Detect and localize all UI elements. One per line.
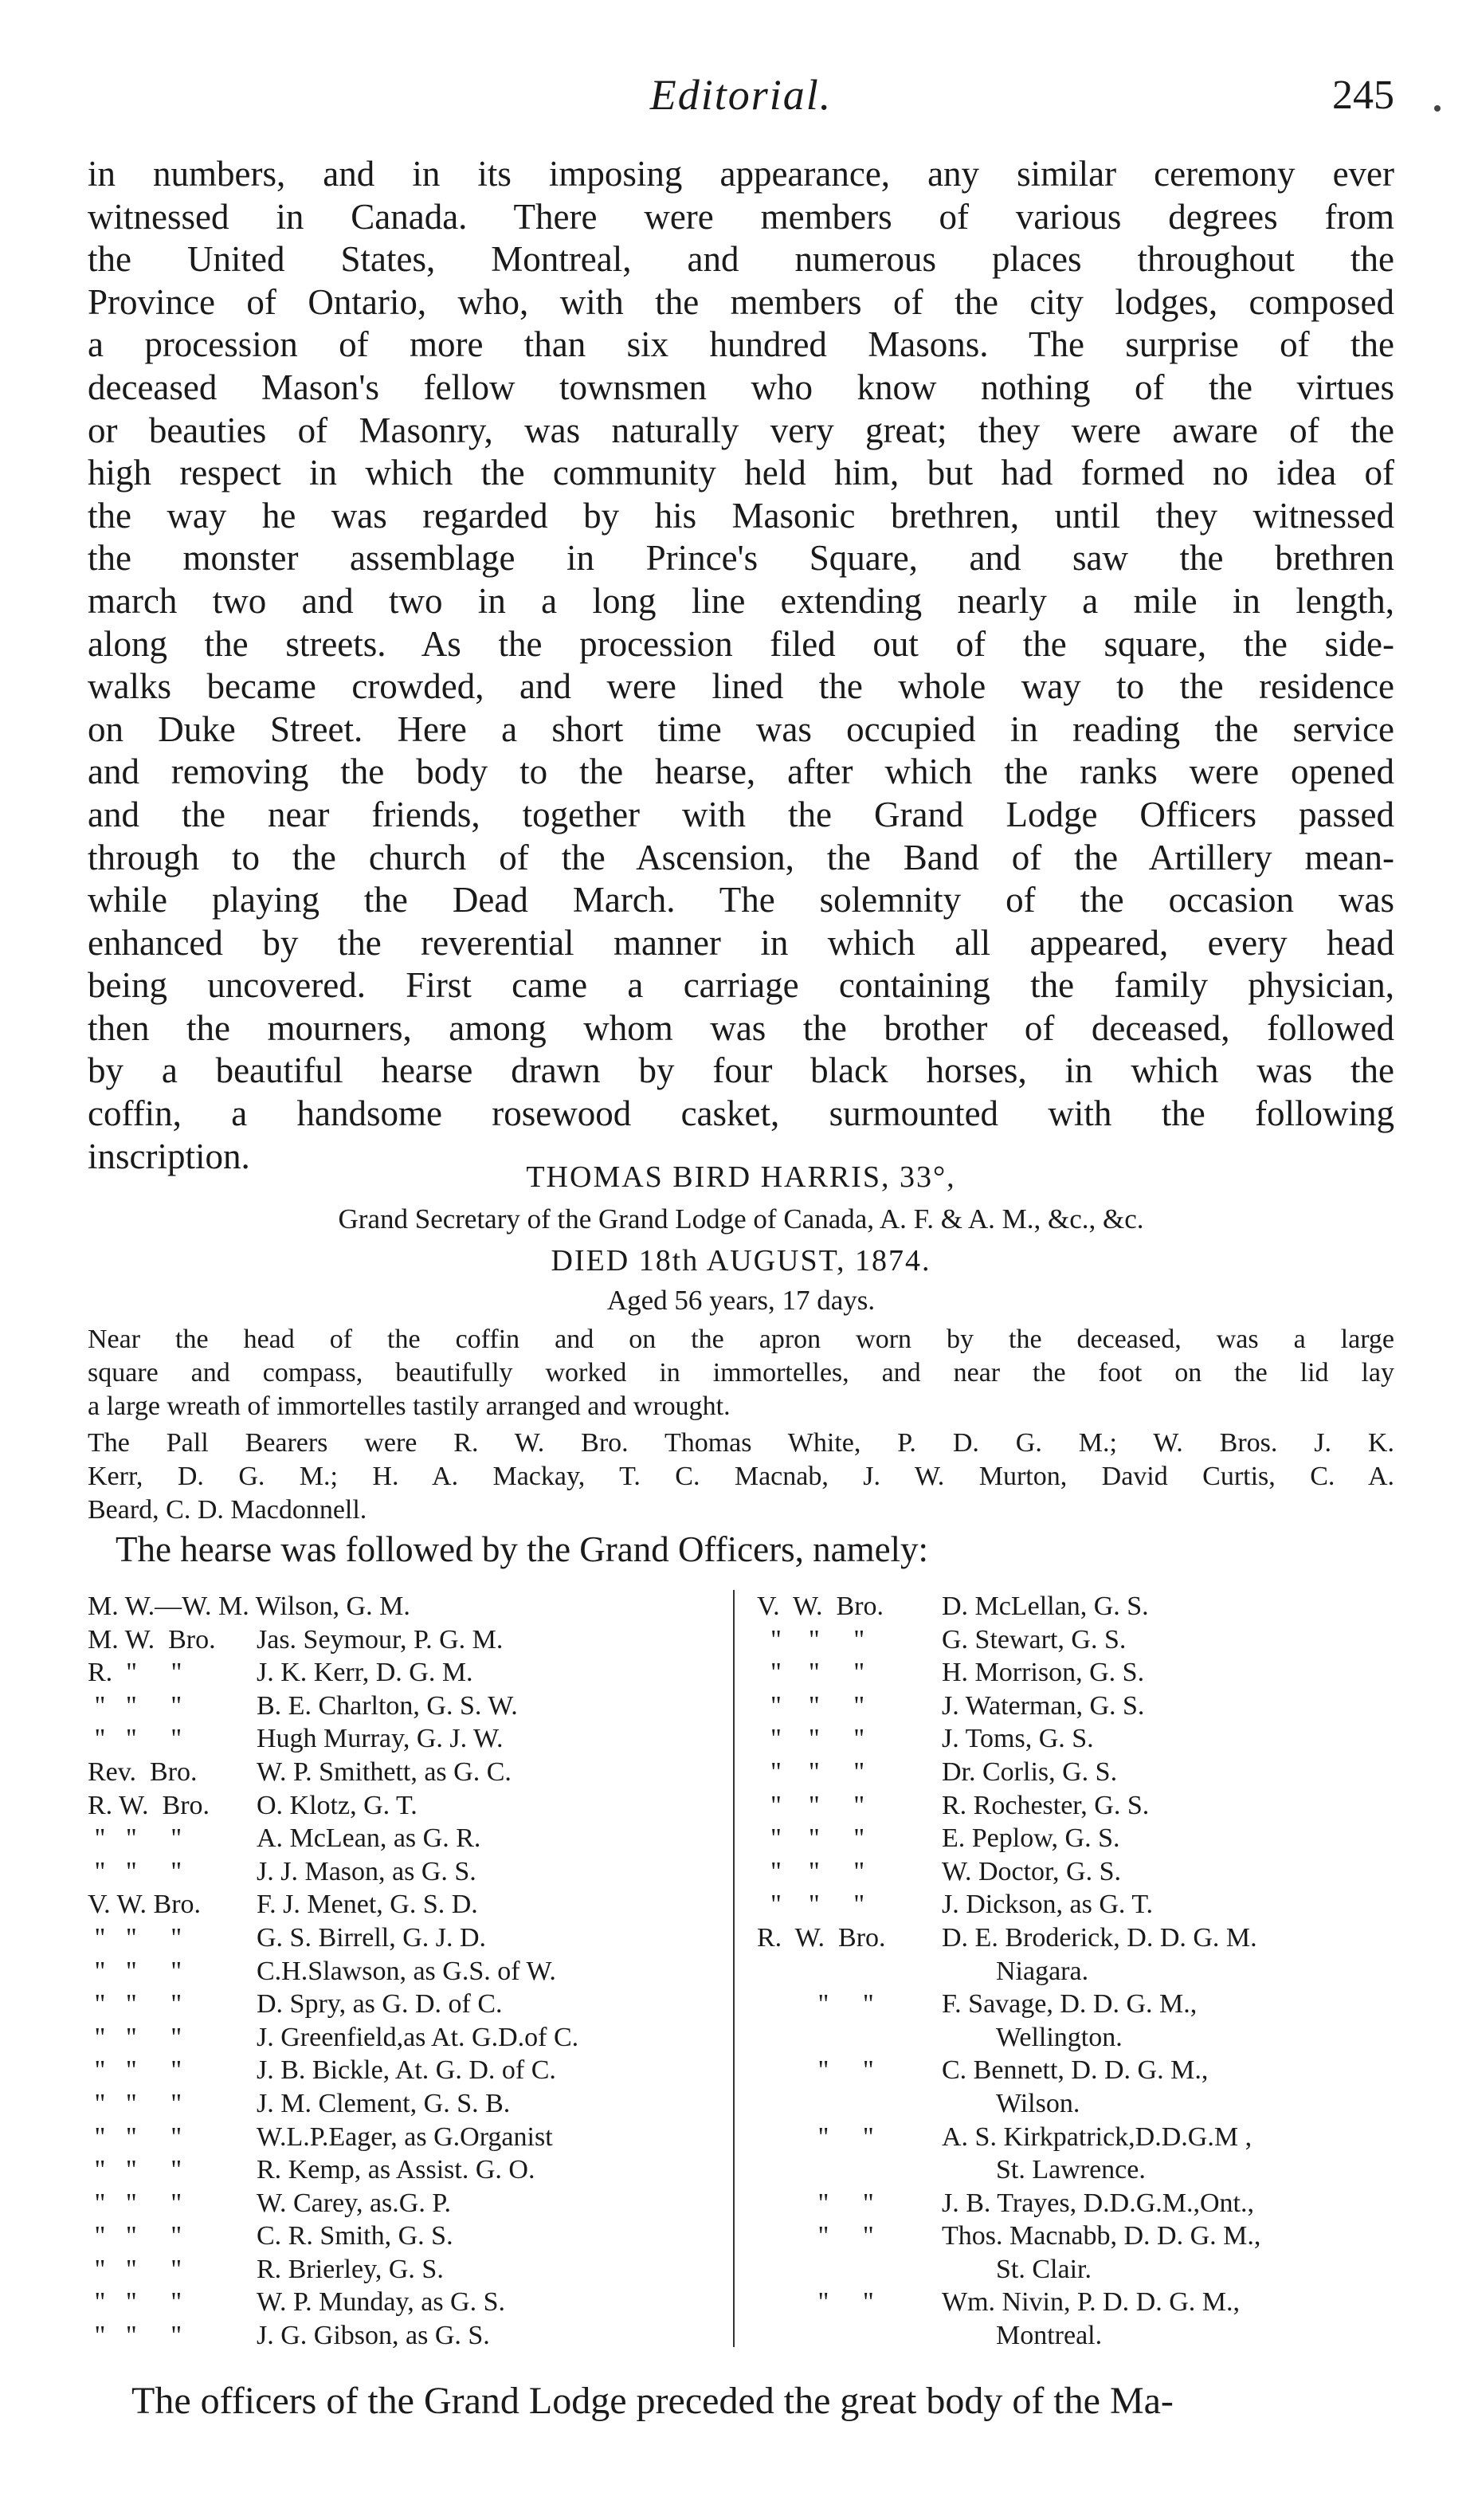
body-line: the United States, Montreal, and numerous places throughout the <box>88 239 1394 280</box>
body-line: coffin, a handsome rosewood casket, surmounted with the following <box>88 1093 1394 1134</box>
pall-bearers <box>88 1427 1394 1527</box>
main-paragraph <box>88 153 1394 1178</box>
officer-row <box>757 2319 1394 2353</box>
body-line: enhanced by the reverential manner in which all appeared, every head <box>88 922 1394 963</box>
officer-name: R. Rochester, G. S. <box>942 1790 1150 1820</box>
small-line: a large wreath of immortelles tastily arranged and wrought. <box>88 1391 731 1421</box>
officer-name: R. Kemp, as Assist. G. O. <box>257 2155 535 2185</box>
officers-intro: The hearse was followed by the Grand Officers, namely: <box>116 1529 929 1569</box>
officer-row <box>757 1888 1394 1921</box>
officer-row <box>757 2253 1394 2286</box>
officer-title: " " " <box>757 1890 865 1920</box>
officer-title: " " " <box>88 1856 182 1886</box>
officer-name: W. P. Smithett, as G. C. <box>257 1757 512 1787</box>
officer-row <box>757 1921 1394 1955</box>
officer-title: " " " <box>88 2155 182 2185</box>
officer-name: A. McLean, as G. R. <box>257 1823 481 1854</box>
officer-title: " " " <box>88 2022 182 2052</box>
officer-title: " " <box>757 2055 874 2086</box>
officer-name: J. B. Bickle, At. G. D. of C. <box>257 2055 556 2086</box>
officer-title: " " <box>757 1989 874 2020</box>
body-line: through to the church of the Ascension, the Band of the Artillery mean- <box>88 837 1394 877</box>
body-line: or beauties of Masonry, was naturally very great; they were aware of the <box>88 410 1394 450</box>
officer-title: " " " <box>88 1922 182 1953</box>
officer-title: " " <box>757 2221 874 2251</box>
officer-name: J. Dickson, as G. T. <box>942 1890 1154 1920</box>
officers-right-column <box>757 1590 1394 2353</box>
officer-row <box>757 1822 1394 1855</box>
officer-title: " " " <box>88 1989 182 2020</box>
officer-row <box>88 2087 725 2121</box>
officer-name: C. R. Smith, G. S. <box>257 2221 453 2251</box>
officer-row <box>88 2286 725 2319</box>
officer-name: E. Peplow, G. S. <box>942 1823 1120 1854</box>
small-line: The Pall Bearers were R. W. Bro. Thomas White, P. D. G. M.; W. Bros. J. K. <box>88 1428 1394 1458</box>
body-line: witnessed in Canada. There were members of various degrees from <box>88 196 1394 237</box>
body-line: high respect in which the community held him, but had formed no idea of <box>88 453 1394 493</box>
officer-row <box>757 2121 1394 2154</box>
officer-name: R. Brierley, G. S. <box>257 2254 444 2284</box>
officer-name: J. B. Trayes, D.D.G.M.,Ont., <box>942 2188 1254 2218</box>
officer-title: M. W. Bro. <box>88 1624 216 1654</box>
small-line: Near the head of the coffin and on the apron worn by the deceased, was a large <box>88 1325 1394 1354</box>
officer-name: H. Morrison, G. S. <box>942 1658 1145 1688</box>
officer-title: " " " <box>88 2221 182 2251</box>
officer-name: F. J. Menet, G. S. D. <box>257 1890 478 1920</box>
body-line: and removing the body to the hearse, after which the ranks were opened <box>88 752 1394 792</box>
officer-name: C.H.Slawson, as G.S. of W. <box>257 1956 556 1986</box>
officer-title: " " " <box>88 2088 182 2118</box>
officer-row <box>88 1855 725 1889</box>
officer-row <box>88 1722 725 1756</box>
officer-row <box>88 1955 725 1988</box>
coffin-description <box>88 1323 1394 1423</box>
page-number: 245 <box>1332 73 1394 118</box>
officer-title: " " " <box>88 2287 182 2318</box>
officer-row <box>88 1921 725 1955</box>
officer-row <box>88 1656 725 1690</box>
officer-district: Niagara. <box>996 1956 1089 1986</box>
body-line: by a beautiful hearse drawn by four black horses, in which was the <box>88 1050 1394 1091</box>
body-line: inscription. <box>88 1136 250 1176</box>
officer-row <box>88 1756 725 1789</box>
officer-name: G. S. Birrell, G. J. D. <box>257 1922 487 1953</box>
officer-title: " " " <box>757 1790 865 1820</box>
officer-name: D. E. Broderick, D. D. G. M. <box>942 1922 1257 1953</box>
small-line: Kerr, D. G. M.; H. A. Mackay, T. C. Macnab, J. W. Murton, David Curtis, C. A. <box>88 1462 1394 1491</box>
officer-row <box>88 2054 725 2087</box>
officer-row <box>757 2187 1394 2220</box>
officer-title: R. W. Bro. <box>757 1922 886 1953</box>
officer-name: J. J. Mason, as G. S. <box>257 1856 476 1886</box>
officer-name: W.L.P.Eager, as G.Organist <box>257 2122 553 2152</box>
officer-name: F. Savage, D. D. G. M., <box>942 1989 1198 2020</box>
officer-row <box>757 1955 1394 1988</box>
officer-row <box>757 2220 1394 2253</box>
officer-row <box>757 2021 1394 2055</box>
officer-name: Jas. Seymour, P. G. M. <box>257 1624 504 1654</box>
officer-title: " " " <box>757 1823 865 1854</box>
officer-row <box>88 1623 725 1657</box>
officer-row <box>757 2286 1394 2319</box>
officer-row <box>757 1789 1394 1823</box>
officer-title: " " " <box>88 2188 182 2218</box>
officer-row <box>757 1855 1394 1889</box>
officer-title: V. W. Bro. <box>88 1890 202 1920</box>
inscription-died: DIED 18th AUGUST, 1874. <box>551 1244 931 1278</box>
officer-name: Hugh Murray, G. J. W. <box>257 1724 504 1754</box>
officer-row <box>88 1888 725 1921</box>
officer-title: V. W. Bro. <box>757 1592 884 1621</box>
body-line: walks became crowded, and were lined the whole way to the residence <box>88 666 1394 707</box>
officer-row <box>88 2220 725 2253</box>
officer-district: St. Lawrence. <box>996 2155 1146 2185</box>
officer-row <box>757 2153 1394 2187</box>
body-line: march two and two in a long line extending nearly a mile in length, <box>88 580 1394 621</box>
body-line: a procession of more than six hundred Masons. The surprise of the <box>88 324 1394 365</box>
officer-row <box>88 2187 725 2220</box>
officer-name: J. Waterman, G. S. <box>942 1690 1145 1721</box>
officer-name: J. Toms, G. S. <box>942 1724 1094 1754</box>
officer-title: " " " <box>88 2254 182 2284</box>
officer-district: Montreal. <box>996 2321 1103 2351</box>
officer-name: Thos. Macnabb, D. D. G. M., <box>942 2221 1261 2251</box>
officer-row <box>757 1722 1394 1756</box>
officer-row <box>88 2153 725 2187</box>
officer-name: Wm. Nivin, P. D. D. G. M., <box>942 2287 1241 2318</box>
officer-row <box>88 1690 725 1723</box>
body-line: in numbers, and in its imposing appearance, any similar ceremony ever <box>88 154 1394 194</box>
officer-name: G. Stewart, G. S. <box>942 1624 1127 1654</box>
inscription-aged: Aged 56 years, 17 days. <box>606 1285 876 1316</box>
closing-line: The officers of the Grand Lodge preceded the great body of the Ma- <box>131 2380 1174 2422</box>
officer-title: " " " <box>88 1823 182 1854</box>
officer-title: " " <box>757 2122 874 2152</box>
body-line: along the streets. As the procession filed out of the square, the side- <box>88 623 1394 664</box>
officer-name: D. Spry, as G. D. of C. <box>257 1989 503 2020</box>
officer-row <box>88 1988 725 2021</box>
body-line: the monster assemblage in Prince's Square, and saw the brethren <box>88 538 1394 579</box>
officer-title: " " " <box>757 1690 865 1721</box>
body-line: deceased Mason's fellow townsmen who know nothing of the virtues <box>88 367 1394 407</box>
officer-name: W. Carey, as.G. P. <box>257 2188 451 2218</box>
body-line: being uncovered. First came a carriage containing the family physician, <box>88 965 1394 1006</box>
officer-row <box>757 1756 1394 1789</box>
officer-title: " " " <box>88 2122 182 2152</box>
officers-list <box>88 1590 1394 2351</box>
officer-district: Wellington. <box>996 2022 1123 2052</box>
officer-name: D. McLellan, G. S. <box>942 1592 1149 1621</box>
officer-title: " " " <box>88 1724 182 1754</box>
running-title: Editorial. <box>649 71 833 119</box>
officer-row <box>757 1590 1394 1623</box>
officer-row <box>88 2319 725 2353</box>
officer-row <box>757 1656 1394 1690</box>
officer-title: R. W. Bro. <box>88 1790 210 1820</box>
officer-name: A. S. Kirkpatrick,D.D.G.M , <box>942 2122 1253 2152</box>
officer-district: Wilson. <box>996 2088 1080 2118</box>
officer-row <box>757 2087 1394 2121</box>
officer-title: " " " <box>757 1856 865 1886</box>
officer-title: Rev. Bro. <box>88 1757 198 1787</box>
officer-row <box>757 1988 1394 2021</box>
officer-row <box>757 1690 1394 1723</box>
page-header <box>88 70 1394 134</box>
officer-title: R. " " <box>88 1658 182 1688</box>
body-line: Province of Ontario, who, with the members of the city lodges, composed <box>88 281 1394 322</box>
officer-title: " " <box>757 2188 874 2218</box>
officer-name: J. M. Clement, G. S. B. <box>257 2088 511 2118</box>
officer-title: M. W.—W. M. Wilson, G. M. <box>88 1592 410 1621</box>
body-line: on Duke Street. Here a short time was occupied in reading the service <box>88 709 1394 749</box>
small-line: Beard, C. D. Macdonnell. <box>88 1495 367 1525</box>
officer-title: " " " <box>88 1956 182 1986</box>
officer-name: J. G. Gibson, as G. S. <box>257 2321 490 2351</box>
officer-title: " " <box>757 2287 874 2318</box>
officer-title: " " " <box>757 1624 865 1654</box>
officer-title: " " " <box>88 1690 182 1721</box>
officer-row <box>88 2121 725 2154</box>
body-line: the way he was regarded by his Masonic brethren, until they witnessed <box>88 495 1394 536</box>
margin-dot <box>1434 105 1441 112</box>
officer-row <box>88 1789 725 1823</box>
officer-title: " " " <box>757 1658 865 1688</box>
officer-name: Dr. Corlis, G. S. <box>942 1757 1118 1787</box>
officer-name: C. Bennett, D. D. G. M., <box>942 2055 1209 2086</box>
officer-row <box>757 1623 1394 1657</box>
column-divider <box>733 1590 735 2347</box>
inscription-office: Grand Secretary of the Grand Lodge of Canada, A. F. & A. M., &c., &c. <box>338 1203 1144 1234</box>
officers-left-column <box>88 1590 725 2353</box>
officer-title: " " " <box>88 2055 182 2086</box>
officer-title: " " " <box>757 1757 865 1787</box>
officer-district: St. Clair. <box>996 2254 1092 2284</box>
officer-title: " " " <box>88 2321 182 2351</box>
officer-row <box>88 2253 725 2286</box>
small-line: square and compass, beautifully worked in immortelles, and near the foot on the lid lay <box>88 1358 1394 1388</box>
officer-name: O. Klotz, G. T. <box>257 1790 418 1820</box>
officer-row <box>88 1590 725 1623</box>
officer-row <box>88 1822 725 1855</box>
officer-name: W. P. Munday, as G. S. <box>257 2287 506 2318</box>
officer-row <box>757 2054 1394 2087</box>
body-line: then the mourners, among whom was the brother of deceased, followed <box>88 1007 1394 1048</box>
officer-name: J. K. Kerr, D. G. M. <box>257 1658 473 1688</box>
officer-name: J. Greenfield,as At. G.D.of C. <box>257 2022 579 2052</box>
body-line: while playing the Dead March. The solemnity of the occasion was <box>88 880 1394 920</box>
officer-name: W. Doctor, G. S. <box>942 1856 1121 1886</box>
officer-row <box>88 2021 725 2055</box>
body-line: and the near friends, together with the Grand Lodge Officers passed <box>88 794 1394 834</box>
officer-name: B. E. Charlton, G. S. W. <box>257 1690 518 1721</box>
inscription-name: THOMAS BIRD HARRIS, 33°, <box>526 1160 956 1194</box>
officer-title: " " " <box>757 1724 865 1754</box>
